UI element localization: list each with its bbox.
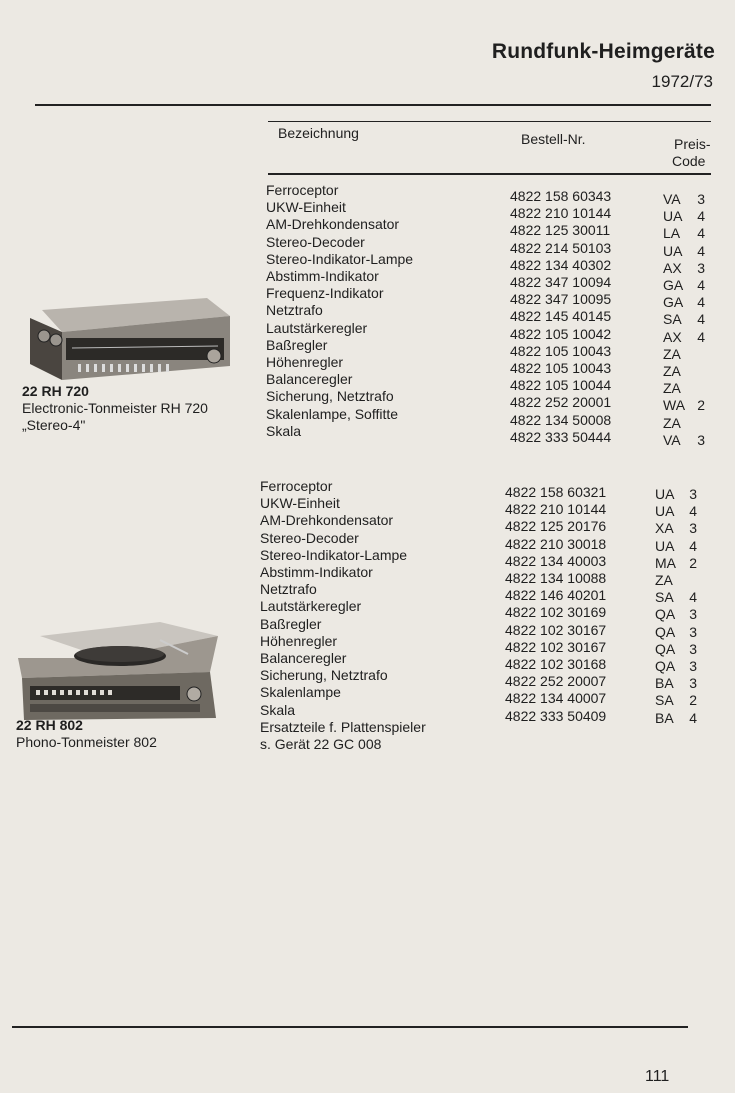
price-code: UA: [655, 537, 675, 554]
part-name: Abstimm-Indikator: [260, 564, 373, 581]
parts-list-rh802: [260, 478, 426, 753]
parts-list-rh720: [266, 182, 413, 440]
price-digit: 3: [689, 658, 697, 675]
price-code: LA: [663, 225, 681, 242]
price-code: GA: [663, 294, 684, 311]
price-code: ZA: [663, 363, 681, 380]
part-name: Skalenlampe, Soffitte: [266, 405, 399, 422]
price-code-row: [663, 191, 705, 208]
order-number: 4822 134 40007: [505, 690, 607, 707]
price-code-row: [663, 277, 705, 294]
price-code-row: [663, 380, 705, 397]
price-code-row: [655, 572, 697, 589]
price-digit: 3: [697, 191, 705, 207]
order-number: 4822 252 20007: [505, 673, 607, 690]
table-header-rule: [268, 173, 711, 175]
part-name: UKW-Einheit: [260, 495, 340, 512]
price-code-row: [655, 710, 697, 727]
price-digit: 4: [697, 225, 705, 242]
price-digit: 3: [697, 431, 705, 448]
price-code: QA: [655, 623, 676, 640]
price-code: AX: [663, 259, 682, 276]
price-code-row: [663, 346, 705, 363]
price-code-row: [655, 675, 697, 692]
order-number: 4822 102 30169: [505, 604, 607, 621]
column-header-order-no: Bestell-Nr.: [521, 131, 586, 147]
price-digit: 3: [697, 259, 705, 276]
order-number: 4822 252 20001: [510, 394, 612, 411]
part-name: AM-Drehkondensator: [266, 216, 400, 233]
price-code: BA: [655, 709, 674, 726]
product-name: Phono-Tonmeister 802: [16, 734, 157, 750]
price-code: UA: [655, 503, 675, 520]
order-number: 4822 102 30167: [505, 638, 607, 655]
price-code-row: [663, 225, 705, 242]
order-number: 4822 134 50008: [510, 411, 612, 428]
product-name: Electronic-Tonmeister RH 720: [22, 400, 208, 416]
order-number: 4822 210 30018: [505, 535, 607, 552]
page-number: 111: [645, 1068, 670, 1085]
part-name: Sicherung, Netztrafo: [260, 667, 388, 684]
price-code-row: [655, 520, 697, 537]
price-code: SA: [655, 692, 674, 709]
order-number: 4822 125 30011: [510, 222, 611, 239]
price-code-row: [663, 397, 705, 414]
price-code: ZA: [655, 572, 673, 589]
price-code-row: [655, 624, 697, 641]
price-digit: 2: [697, 397, 705, 414]
price-code: UA: [655, 486, 675, 502]
part-name: Sicherung, Netztrafo: [266, 388, 394, 405]
part-name: Ersatzteile f. Plattenspieler: [260, 718, 426, 735]
order-number: 4822 158 60321: [505, 484, 607, 500]
price-digit: 2: [689, 554, 697, 571]
footer-divider: [12, 1026, 688, 1028]
price-code: QA: [655, 606, 676, 623]
price-code-row: [655, 503, 697, 520]
price-digit: 3: [689, 486, 697, 502]
price-code-row: [655, 692, 697, 709]
price-code: VA: [663, 191, 681, 207]
order-number: 4822 105 10043: [510, 360, 612, 377]
product-model: 22 RH 802: [16, 717, 83, 733]
order-number: 4822 134 10088: [505, 570, 607, 587]
price-digit: 4: [697, 311, 705, 328]
price-code: BA: [655, 675, 674, 692]
order-number: 4822 145 40145: [510, 308, 612, 325]
part-name: Balanceregler: [260, 650, 347, 667]
order-number: 4822 210 10144: [510, 205, 612, 222]
part-name: Skalenlampe: [260, 684, 341, 701]
price-digit: 4: [697, 242, 705, 259]
order-number: 4822 210 10144: [505, 501, 607, 518]
order-number: 4822 158 60343: [510, 188, 612, 204]
price-code-row: [655, 641, 697, 658]
part-name: Stereo-Indikator-Lampe: [260, 546, 408, 563]
price-digit: 4: [689, 589, 697, 606]
part-name: Netztrafo: [266, 302, 323, 319]
product-caption-rh720: [22, 383, 208, 434]
table-top-rule: [268, 121, 711, 122]
price-code: SA: [655, 589, 674, 606]
part-name: Balanceregler: [266, 371, 353, 388]
price-code: ZA: [663, 414, 681, 431]
price-codes-rh720: [663, 191, 705, 449]
column-header-name: Bezeichnung: [278, 125, 359, 141]
order-number: 4822 105 10042: [510, 325, 612, 342]
price-code: VA: [663, 431, 681, 448]
price-code-row: [655, 658, 697, 675]
part-name: Höhenregler: [266, 354, 344, 371]
price-digit: 3: [689, 606, 697, 623]
price-code-row: [663, 294, 705, 311]
page-title: Rundfunk-Heimgeräte: [491, 40, 715, 63]
price-digit: 4: [697, 277, 705, 294]
price-code-row: [655, 589, 697, 606]
price-code-row: [655, 555, 697, 572]
product-caption-rh802: [16, 717, 157, 751]
price-codes-rh802: [655, 486, 697, 727]
price-code-row: [663, 432, 705, 449]
part-name: Frequenz-Indikator: [266, 285, 384, 302]
price-code: QA: [655, 658, 676, 675]
order-number: 4822 134 40003: [505, 552, 607, 569]
part-name: Baßregler: [260, 615, 322, 632]
header-divider: [35, 104, 711, 106]
order-number: 4822 102 30168: [505, 656, 607, 673]
part-name: Abstimm-Indikator: [266, 268, 379, 285]
price-code: UA: [663, 208, 683, 225]
order-number: 4822 105 10043: [510, 342, 612, 359]
order-numbers-rh802: [505, 484, 606, 725]
price-code-row: [663, 363, 705, 380]
price-code: AX: [663, 328, 682, 345]
part-name: Stereo-Indikator-Lampe: [266, 250, 414, 267]
price-code: WA: [663, 397, 686, 414]
price-digit: 3: [689, 623, 697, 640]
part-name: AM-Drehkondensator: [260, 512, 394, 529]
product-model: 22 RH 720: [22, 383, 89, 399]
part-name: Stereo-Decoder: [266, 233, 365, 250]
price-digit: 4: [689, 709, 697, 726]
price-code-row: [655, 606, 697, 623]
order-number: 4822 125 20176: [505, 518, 607, 535]
price-code: UA: [663, 242, 683, 259]
price-code-row: [663, 260, 705, 277]
part-name: Ferroceptor: [266, 182, 339, 198]
price-digit: 3: [689, 520, 697, 537]
part-name: UKW-Einheit: [266, 199, 346, 216]
part-name: Lautstärkeregler: [260, 598, 362, 615]
price-code-row: [655, 486, 697, 503]
part-name: Ferroceptor: [260, 478, 333, 494]
order-number: 4822 105 10044: [510, 377, 612, 394]
price-digit: 2: [689, 692, 697, 709]
catalog-year: 1972/73: [651, 72, 713, 91]
part-name: Lautstärkeregler: [266, 319, 368, 336]
price-code: MA: [655, 554, 676, 571]
part-name: Stereo-Decoder: [260, 529, 359, 546]
price-code-row: [663, 243, 705, 260]
price-digit: 4: [689, 537, 697, 554]
price-code: ZA: [663, 380, 681, 397]
order-number: 4822 333 50444: [510, 428, 612, 445]
part-name: Skala: [266, 422, 302, 439]
price-code-row: [663, 329, 705, 346]
price-digit: 4: [697, 208, 705, 225]
price-code: SA: [663, 311, 682, 328]
price-code: QA: [655, 640, 676, 657]
order-number: 4822 347 10095: [510, 291, 612, 308]
order-number: 4822 146 40201: [505, 587, 607, 604]
price-code: GA: [663, 277, 684, 294]
price-digit: 3: [689, 640, 697, 657]
price-code-row: [663, 415, 705, 432]
order-number: 4822 333 50409: [505, 707, 607, 724]
receiver-rh720-image: [22, 298, 232, 390]
column-header-price-line1: Preis-: [674, 136, 711, 152]
product-variant: „Stereo-4": [22, 417, 86, 433]
part-name: Höhenregler: [260, 632, 338, 649]
order-numbers-rh720: [510, 188, 611, 446]
part-name: s. Gerät 22 GC 008: [260, 736, 382, 753]
price-digit: 3: [689, 675, 697, 692]
order-number: 4822 214 50103: [510, 239, 612, 256]
price-code-row: [663, 208, 705, 225]
price-digit: 4: [689, 503, 697, 520]
part-name: Skala: [260, 701, 296, 718]
part-name: Baßregler: [266, 336, 328, 353]
price-code-row: [663, 311, 705, 328]
part-name: Netztrafo: [260, 581, 317, 598]
price-digit: 4: [697, 294, 705, 311]
price-code: ZA: [663, 345, 681, 362]
phono-rh802-image: [10, 622, 222, 722]
order-number: 4822 347 10094: [510, 274, 612, 291]
order-number: 4822 134 40302: [510, 256, 612, 273]
price-code: XA: [655, 520, 674, 537]
price-digit: 4: [697, 328, 705, 345]
column-header-price-line2: Code: [672, 153, 706, 169]
order-number: 4822 102 30167: [505, 621, 607, 638]
price-code-row: [655, 538, 697, 555]
